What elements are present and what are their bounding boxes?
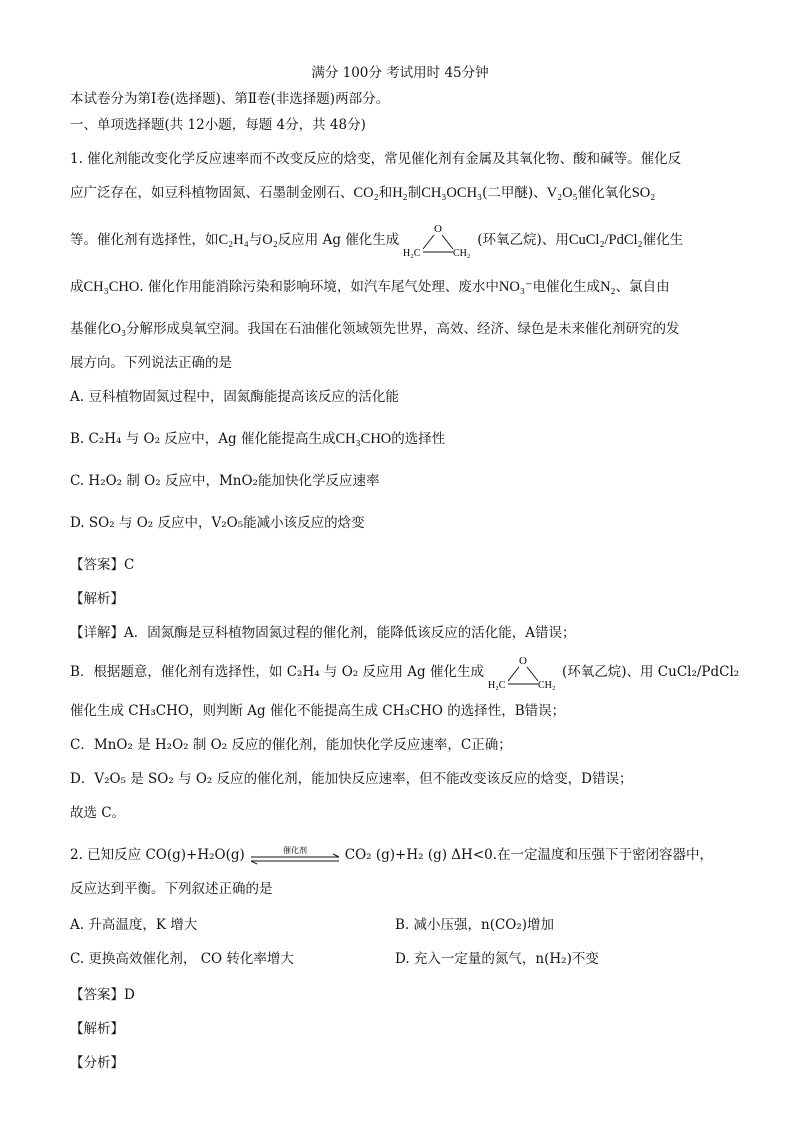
formula-ch3cho: CH₃CHO — [83, 279, 140, 295]
q2-option-d: D. 充入一定量的氮气，n(H₂)不变 — [395, 951, 599, 967]
q2-options-row1 — [70, 912, 730, 938]
q1-detail-a: 【详解】A．固氮酶是豆科植物固氮过程的催化剂，能降低该反应的活化能，A错误； — [70, 625, 576, 641]
formula-o3: O₃ — [110, 321, 127, 337]
q1-line2-ether: (二甲醚)、 — [482, 185, 547, 201]
q1-answer: 【答案】C — [70, 557, 135, 573]
exam-info: 满分 100分 考试用时 45分钟 — [311, 65, 489, 81]
epoxide-left-label-2: H₂C — [487, 679, 506, 691]
epoxide-left-label: H₂C — [403, 247, 421, 259]
q1-conclusion: 故选 C。 — [70, 805, 126, 821]
q1-line5-text: 基催化 — [70, 321, 111, 337]
q1-option-c-end: 能加快化学反应速率 — [257, 473, 380, 489]
epoxide-structure-2 — [486, 653, 560, 693]
intro-text: 本试卷分为第Ⅰ卷(选择题)、第Ⅱ卷(非选择题)两部分。 — [70, 91, 390, 107]
formula-so2: SO₂ — [631, 185, 656, 201]
q1-line3-with: 与 — [248, 232, 263, 248]
q1-option-d-text: D. SO₂ 与 O₂ 反应中，V₂O₅ — [70, 515, 244, 531]
q1-line4-electro: 电催化生成 — [532, 279, 601, 295]
q1-detail-b1 — [70, 646, 740, 698]
formula-cucl2-pdcl2: CuCl₂/PdCl₂ — [568, 232, 643, 248]
q1-line3-cat: 催化生 — [642, 232, 684, 248]
q2-analysis-sub: 【分析】 — [70, 1055, 124, 1071]
formula-ch3och3: CH₃OCH₃ — [421, 185, 483, 201]
epoxide-structure — [401, 221, 475, 261]
epoxide-o-label: O — [434, 222, 443, 235]
formula-v2o5: V₂O₅ — [546, 185, 578, 201]
q1-line2-and: 和 — [378, 185, 393, 201]
q1-detail-c: C．MnO₂ 是 H₂O₂ 制 O₂ 反应的催化剂，能加快化学反应速率，C正确； — [70, 737, 512, 753]
q1-option-b-end: 的选择性 — [391, 431, 446, 447]
q1-option-a: A. 豆科植物固氮过程中，固氮酶能提高该反应的活化能 — [70, 389, 399, 405]
q2-stem — [70, 834, 730, 876]
q1-line1: 1. 催化剂能改变化学反应速率而不改变反应的焓变，常见催化剂有金属及其氧化物、酸和碱等。催化反 — [70, 151, 682, 167]
q2-answer: 【答案】D — [70, 987, 135, 1003]
q2-stem-text: 2. 已知反应 CO(g)+H₂O(g) — [70, 847, 245, 863]
q1-option-c — [70, 460, 730, 502]
formula-c2h4: C₂H₄ — [218, 232, 249, 248]
equilibrium-arrow-label: 催化剂 — [282, 845, 307, 855]
q1-line4-end: 、氯自由 — [615, 279, 670, 295]
q2-options-row2 — [70, 946, 730, 972]
formula-co2: CO₂ — [353, 185, 379, 201]
q1-line3-text: 等。催化剂有选择性，如 — [70, 232, 219, 248]
epoxide-right-label-2: CH₂ — [537, 679, 556, 691]
q1-detail-d: D．V₂O₅ 是 SO₂ 与 O₂ 反应的催化剂，能加快反应速率，但不能改变该反应的焓变，D错误； — [70, 771, 633, 787]
q1-line3-epox: (环氧乙烷)、用 — [477, 232, 569, 248]
document-page — [70, 60, 740, 1076]
formula-no3: NO₃⁻ — [498, 279, 533, 295]
q1-option-b — [70, 418, 730, 460]
q1-line2 — [70, 172, 730, 214]
formula-o2: O₂ — [262, 232, 278, 248]
q1-detail-b2: 催化生成 CH₃CHO，则判断 Ag 催化不能提高生成 CH₃CHO 的选择性，B错误； — [70, 703, 566, 719]
q1-line4-text: 成 — [70, 279, 84, 295]
q1-line4-mid: . 催化作用能消除污染和影响环境，如汽车尾气处理、废水中 — [139, 279, 499, 295]
q2-stem-line2: 反应达到平衡。下列叙述正确的是 — [70, 881, 273, 897]
q1-line5 — [70, 308, 730, 350]
q1-line4 — [70, 266, 730, 308]
q1-option-d-end: 能减小该反应的焓变 — [243, 515, 365, 531]
formula-ch3cho-b: CH₃CHO — [335, 431, 392, 447]
q1-line6: 展方向。下列说法正确的是 — [70, 355, 232, 371]
q1-line2-make: 制 — [407, 185, 422, 201]
q1-option-c-text: C. H₂O₂ 制 O₂ 反应中，MnO₂ — [70, 473, 258, 489]
q1-detail-b1-end: (环氧乙烷)、用 CuCl₂/PdCl₂ — [561, 664, 740, 680]
q1-option-b-text: B. C₂H₄ 与 O₂ 反应中，Ag 催化能提高生成 — [70, 431, 336, 447]
q2-option-a: A. 升高温度，K 增大 — [70, 917, 198, 933]
q1-line2-oxidize: 催化氧化 — [577, 185, 632, 201]
epoxide-right-label: CH₂ — [453, 247, 471, 259]
q1-detail-b1-text: B．根据题意，催化剂有选择性，如 C₂H₄ 与 O₂ 反应用 Ag 催化生成 — [70, 664, 484, 680]
q1-line3 — [70, 214, 730, 266]
q1-line2-text: 应广泛存在，如豆科植物固氮、石墨制金刚石、 — [70, 185, 354, 201]
q1-line5-rest: 分解形成臭氧空洞。我国在石油催化领域领先世界，高效、经济、绿色是未来催化剂研究的发 — [126, 321, 680, 337]
q2-analysis-label: 【解析】 — [70, 1021, 124, 1037]
q2-option-b: B. 减小压强，n(CO₂)增加 — [395, 917, 555, 933]
q1-option-d — [70, 502, 730, 544]
q1-line3-ag: 反应用 Ag 催化生成 — [277, 232, 400, 248]
q2-stem-end: CO₂ (g)+H₂ (g) ΔH<0.在一定温度和压强下于密闭容器中， — [344, 847, 714, 863]
q1-analysis-label: 【解析】 — [70, 591, 124, 607]
formula-h2: H₂ — [392, 185, 408, 201]
formula-n2: N₂ — [600, 279, 616, 295]
epoxide-o-label-2: O — [518, 654, 527, 667]
q2-option-c: C. 更换高效催化剂， CO 转化率增大 — [70, 951, 294, 967]
equilibrium-arrow — [245, 845, 345, 867]
section-title: 一、单项选择题(共 12小题，每题 4分，共 48分) — [70, 117, 366, 133]
